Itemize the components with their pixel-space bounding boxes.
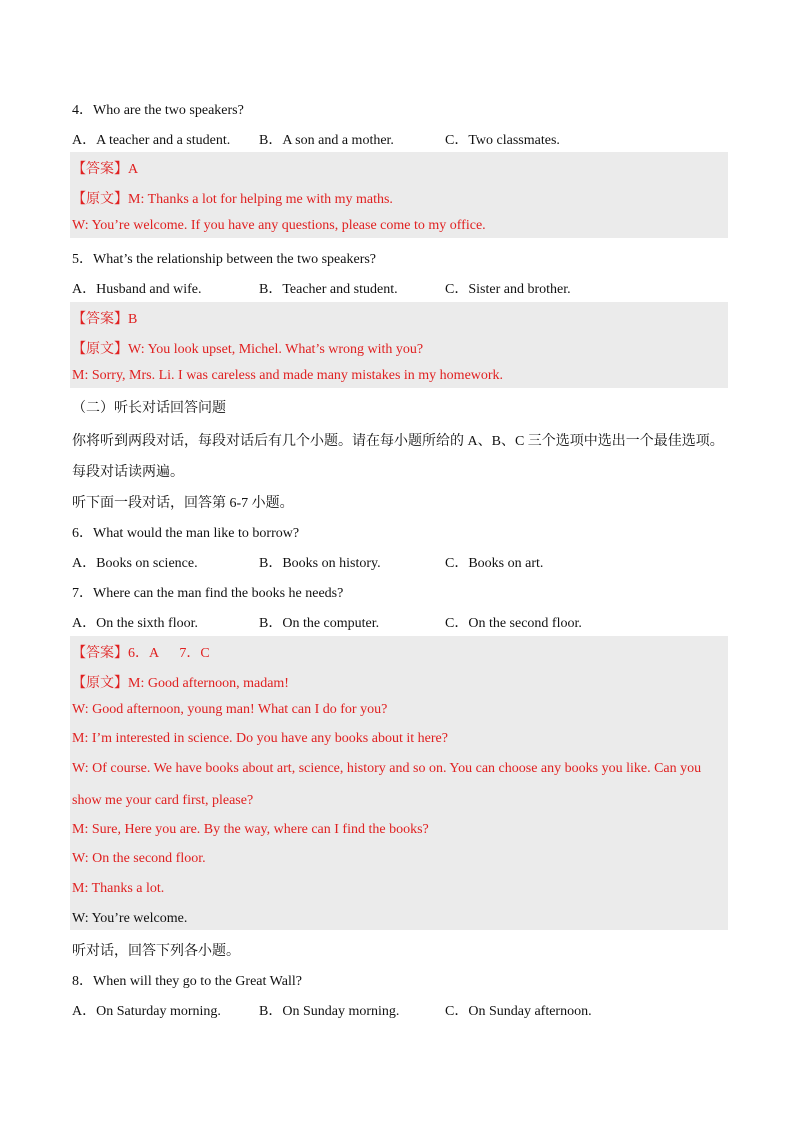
- q8-option-c: C．On Sunday afternoon.: [445, 1004, 592, 1019]
- q5-option-a: A．Husband and wife.: [72, 282, 202, 297]
- q6-7-transcript-line-3: M: I’m interested in science. Do you have any books about it here?: [72, 731, 448, 746]
- q5-transcript-line-2: M: Sorry, Mrs. Li. I was careless and made many mistakes in my homework.: [72, 368, 504, 383]
- q6-7-transcript-line-9: W: You’re welcome.: [72, 911, 188, 926]
- q6-7-transcript-line-8: M: Thanks a lot.: [72, 881, 165, 896]
- q4-answer: 【答案】A: [72, 162, 139, 177]
- question-7: 7．Where can the man find the books he needs?: [72, 586, 344, 601]
- transcript-text: M: Thanks a lot for helping me with my maths.: [128, 192, 393, 207]
- q5-option-c: C．Sister and brother.: [445, 282, 571, 297]
- q5-transcript-line-1: [72, 338, 423, 358]
- q4-option-c: C．Two classmates.: [445, 133, 560, 148]
- q6-7-transcript-line-6: M: Sure, Here you are. By the way, where can I find the books?: [72, 822, 429, 837]
- section-instruction-1: 你将听到两段对话，每段对话后有几个小题。请在每小题所给的 A、B、C 三个选项中选出一个最佳选项。: [72, 434, 724, 449]
- q6-7-transcript-line-4: W: Of course. We have books about art, science, history and so on. You can choose any books you like. Can you: [72, 761, 702, 776]
- transcript-label: 【原文】: [72, 676, 128, 691]
- transcript-text: M: Good afternoon, madam!: [128, 676, 289, 691]
- q4-transcript-line-1: [72, 188, 393, 208]
- q8-option-b: B．On Sunday morning.: [259, 1004, 400, 1019]
- q6-7-transcript-line-2: W: Good afternoon, young man! What can I do for you?: [72, 702, 388, 717]
- transcript-label: 【原文】: [72, 192, 128, 207]
- q6-option-c: C．Books on art.: [445, 556, 544, 571]
- question-8: 8．When will they go to the Great Wall?: [72, 974, 302, 989]
- q4-transcript-line-2: W: You’re welcome. If you have any questions, please come to my office.: [72, 218, 486, 233]
- question-6: 6．What would the man like to borrow?: [72, 526, 300, 541]
- q6-option-b: B．Books on history.: [259, 556, 381, 571]
- q4-option-a: A．A teacher and a student.: [72, 133, 231, 148]
- section-heading: （二）听长对话回答问题: [72, 401, 226, 416]
- q5-answer: 【答案】B: [72, 312, 138, 327]
- question-4: 4．Who are the two speakers?: [72, 103, 244, 118]
- q6-7-transcript-line-1: [72, 672, 289, 692]
- q6-7-transcript-line-5: show me your card first, please?: [72, 793, 254, 808]
- transcript-label: 【原文】: [72, 342, 128, 357]
- q7-option-c: C．On the second floor.: [445, 616, 582, 631]
- q5-option-b: B．Teacher and student.: [259, 282, 398, 297]
- q6-7-answer: 【答案】6．A 7．C: [72, 646, 210, 661]
- q6-option-a: A．Books on science.: [72, 556, 198, 571]
- q8-option-a: A．On Saturday morning.: [72, 1004, 221, 1019]
- intro-6-7: 听下面一段对话，回答第 6-7 小题。: [72, 496, 294, 511]
- q7-option-a: A．On the sixth floor.: [72, 616, 198, 631]
- section-instruction-2: 每段对话读两遍。: [72, 465, 184, 480]
- intro-8: 听对话，回答下列各小题。: [72, 944, 240, 959]
- question-5: 5．What’s the relationship between the two speakers?: [72, 252, 377, 267]
- q4-option-b: B．A son and a mother.: [259, 133, 394, 148]
- q7-option-b: B．On the computer.: [259, 616, 380, 631]
- transcript-text: W: You look upset, Michel. What’s wrong with you?: [128, 342, 424, 357]
- q6-7-transcript-line-7: W: On the second floor.: [72, 851, 206, 866]
